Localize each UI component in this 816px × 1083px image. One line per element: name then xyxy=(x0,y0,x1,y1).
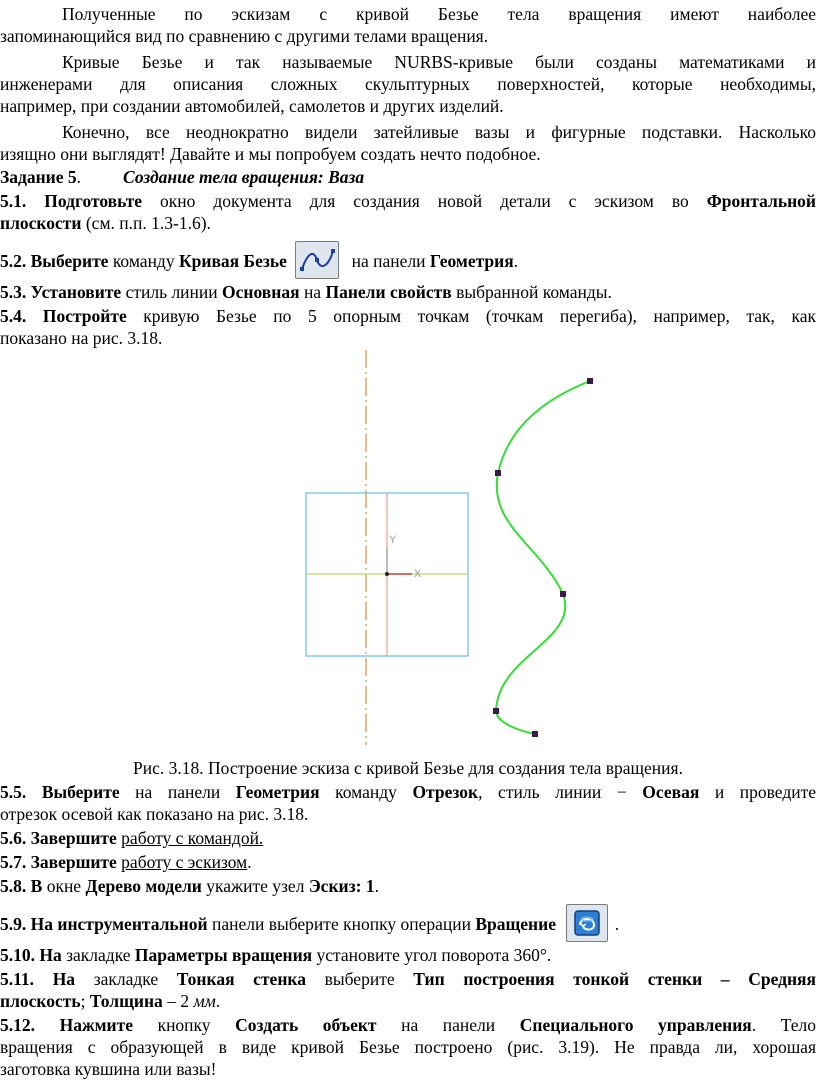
step-text: выберите xyxy=(305,969,414,989)
step-text: . xyxy=(374,876,379,896)
step-5-12-line2: вращения с образующей в виде кривой Безье построено (рис. 3.19). Не правда ли, хорошая xyxy=(0,1037,816,1057)
model-tree-term: Дерево модели xyxy=(85,876,202,896)
step-text: (см. п.п. 1.3-1.6). xyxy=(81,213,211,233)
step-verb: Выберите xyxy=(30,251,109,272)
task-label: Задание 5 xyxy=(0,167,77,187)
step-5-1-line2 xyxy=(0,212,816,234)
step-text: на панели xyxy=(119,782,236,802)
axis-x-label: X xyxy=(414,568,422,580)
para1-line1: Полученные по эскизам с кривой Безье тела вращения имеют наиболее xyxy=(62,4,816,24)
step-number: 5.10. xyxy=(0,945,40,965)
step-text: закладке xyxy=(61,945,135,965)
control-point[interactable] xyxy=(532,731,538,737)
step-text: на панели xyxy=(376,1015,520,1035)
finish-command-link: работу с командой. xyxy=(121,828,264,848)
main-style-term: Основная xyxy=(222,282,300,302)
geometry-panel-term: Геометрия xyxy=(429,251,514,272)
control-point[interactable] xyxy=(493,708,499,714)
step-number: 5.12. xyxy=(0,1015,60,1035)
coordinate-system-icon xyxy=(385,534,422,580)
step-5-8 xyxy=(0,875,816,897)
plane-term: плоскости xyxy=(0,213,82,233)
step-verb: Завершите xyxy=(30,852,117,872)
step-text: окно документа для создания новой детали с эскизом во xyxy=(142,191,707,211)
step-5-2 xyxy=(0,244,816,282)
step-verb: Выберите xyxy=(41,782,120,802)
step-number: 5.11. xyxy=(0,969,53,989)
control-point[interactable] xyxy=(495,470,501,476)
step-verb: На инструментальной xyxy=(30,914,208,935)
task-heading xyxy=(0,166,816,188)
step-text: закладке xyxy=(75,969,177,989)
control-point[interactable] xyxy=(587,378,593,384)
step-text: команду xyxy=(108,251,179,272)
step-text: панели выберите кнопку операции xyxy=(207,914,476,935)
step-number: 5.1. xyxy=(0,191,45,211)
step-5-12-line3: заготовка кувшина или вазы! xyxy=(0,1059,217,1079)
step-text: . xyxy=(247,852,252,872)
step-number: 5.5. xyxy=(0,782,42,802)
step-text: и проведите xyxy=(699,782,816,802)
step-verb: На xyxy=(39,945,62,965)
step-text: , стиль линии − xyxy=(478,782,643,802)
figure-caption: Рис. 3.18. Построение эскиза с кривой Безье для создания тела вращения. xyxy=(133,758,683,778)
step-5-6 xyxy=(0,827,816,849)
axial-style-term: Осевая xyxy=(642,782,700,802)
rotation-params-term: Параметры вращения xyxy=(134,945,313,965)
bezier-curve xyxy=(496,381,590,734)
properties-panel-term: Панели свойств xyxy=(325,282,452,302)
sketch-node-term: Эскиз: 1 xyxy=(308,876,375,896)
step-5-4-line1 xyxy=(0,305,816,327)
step-text: . xyxy=(610,914,620,935)
thin-wall-term: Тонкая стенка xyxy=(176,969,306,989)
step-text: укажите узел xyxy=(201,876,309,896)
step-5-11-line2 xyxy=(0,990,816,1012)
step-text: установите угол поворота 360°. xyxy=(312,945,552,965)
step-verb: Подготовьте xyxy=(44,191,143,211)
step-text: на xyxy=(299,282,326,302)
create-object-term: Создать объект xyxy=(235,1015,377,1035)
step-text: – 2 xyxy=(162,991,194,1011)
step-number: 5.3. xyxy=(0,282,31,302)
control-point[interactable] xyxy=(560,591,566,597)
bezier-curve-term: Кривая Безье xyxy=(178,251,287,272)
axis-y-label: Y xyxy=(389,534,397,546)
para3-line1: Конечно, все неоднократно видели затейливые вазы и фигурные подставки. Насколько xyxy=(62,122,816,142)
step-number: 5.9. xyxy=(0,914,31,935)
step-verb: Постройте xyxy=(42,306,127,326)
segment-term: Отрезок xyxy=(412,782,479,802)
task-title: Создание тела вращения: Ваза xyxy=(123,167,365,187)
step-text: команду xyxy=(319,782,413,802)
step-text: . Тело xyxy=(751,1015,816,1035)
step-number: 5.6. xyxy=(0,828,31,848)
para2-line1: Кривые Безье и так называемые NURBS-кривые были созданы математиками и xyxy=(62,52,816,72)
step-text: кнопку xyxy=(133,1015,236,1035)
finish-sketch-link: работу с эскизом xyxy=(121,852,248,872)
step-5-11-line1 xyxy=(0,968,816,990)
unit-mm: мм xyxy=(193,991,216,1011)
sketch-figure xyxy=(0,345,816,745)
para1-line2: запоминающийся вид по сравнению с другими телами вращения. xyxy=(0,26,489,46)
frontal-plane-term: Фронтальной xyxy=(706,191,816,211)
step-number: 5.2. xyxy=(0,251,31,272)
step-text: выбранной команды. xyxy=(451,282,612,302)
para2-line3: например, при создании автомобилей, самолетов и других изделий. xyxy=(0,96,504,116)
step-verb: На xyxy=(52,969,76,989)
step-number: 5.4. xyxy=(0,306,43,326)
para3-line2: изящно они выглядят! Давайте и мы попробуем создать нечто подобное. xyxy=(0,144,541,164)
step-verb: В xyxy=(30,876,43,896)
step-text: ; xyxy=(80,991,90,1011)
plane-term: плоскость xyxy=(0,991,81,1011)
step-verb: Установите xyxy=(30,282,122,302)
bezier-curve-icon-svg xyxy=(296,242,338,278)
step-5-12-line1 xyxy=(0,1014,816,1036)
step-verb: Завершите xyxy=(30,828,117,848)
thin-wall-type-term: Тип построения тонкой стенки – Средняя xyxy=(413,969,816,989)
step-number: 5.7. xyxy=(0,852,31,872)
step-5-9 xyxy=(0,907,816,945)
para2-line2: инженерами для описания сложных скульптурных поверхностей, которые необходимы, xyxy=(0,74,816,94)
thickness-term: Толщина xyxy=(89,991,163,1011)
step-text: . xyxy=(215,991,221,1011)
step-text: . xyxy=(513,251,519,272)
step-5-10 xyxy=(0,944,816,966)
step-text: на панели xyxy=(347,251,430,272)
step-5-3 xyxy=(0,281,816,303)
special-control-term: Специального управления xyxy=(519,1015,752,1035)
step-text: окне xyxy=(42,876,86,896)
rotation-term: Вращение xyxy=(475,914,556,935)
step-5-5-line2: отрезок осевой как показано на рис. 3.18. xyxy=(0,804,309,824)
geometry-panel-term: Геометрия xyxy=(235,782,320,802)
step-text: кривую Безье по 5 опорным точкам (точкам перегиба), например, так, как xyxy=(126,306,816,326)
rotation-operation-icon[interactable] xyxy=(566,904,608,942)
step-5-1-line1 xyxy=(0,190,816,212)
step-verb: Нажмите xyxy=(59,1015,133,1035)
step-5-4-line2: показано на рис. 3.18. xyxy=(0,328,163,348)
bezier-curve-icon[interactable] xyxy=(295,241,339,279)
rotation-operation-icon-svg xyxy=(567,905,607,941)
step-5-5-line1 xyxy=(0,781,816,803)
task-dot: . xyxy=(76,167,82,187)
step-5-7 xyxy=(0,851,816,873)
step-text: стиль линии xyxy=(121,282,223,302)
step-number: 5.8. xyxy=(0,876,31,896)
